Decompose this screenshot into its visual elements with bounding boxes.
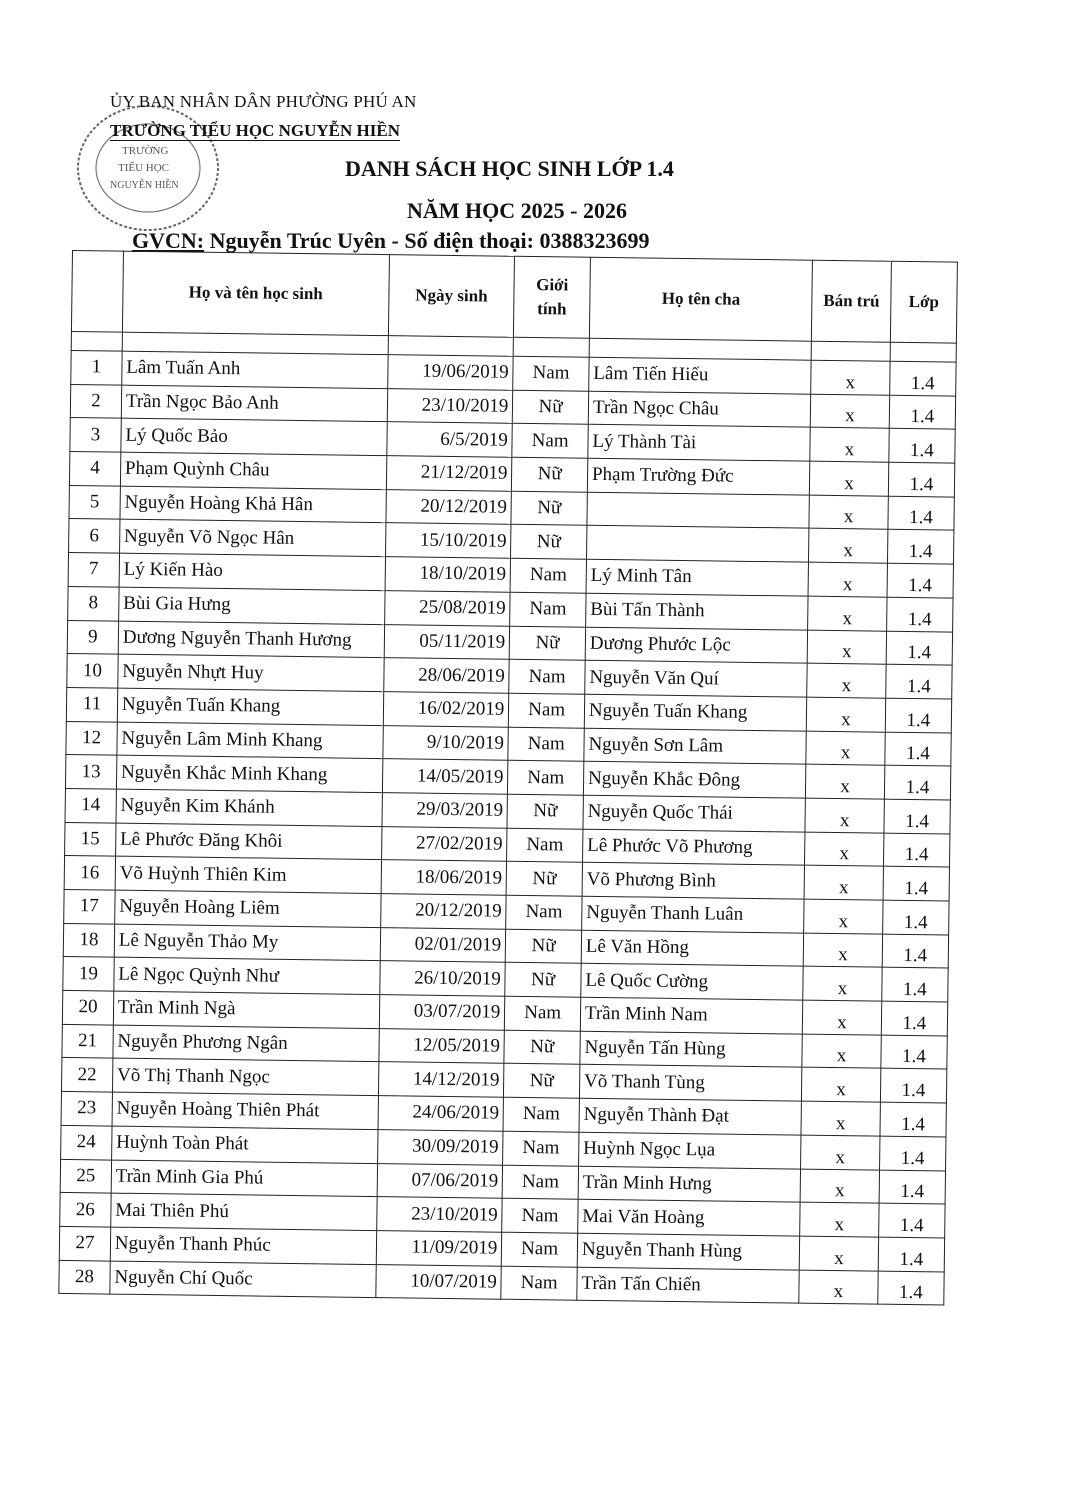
cell-boarding: x <box>806 764 885 799</box>
cell-boarding: x <box>811 394 890 429</box>
cell-class: 1.4 <box>890 361 957 396</box>
cell-dob: 24/06/2019 <box>378 1096 504 1131</box>
header-boarding: Bán trú <box>812 260 892 342</box>
cell-class: 1.4 <box>888 462 955 497</box>
cell-stt: 12 <box>66 721 117 755</box>
cell-student-name: Nguyễn Thanh Phúc <box>110 1227 376 1264</box>
cell-student-name: Lâm Tuấn Anh <box>122 351 388 388</box>
cell-student-name: Lê Phước Đăng Khôi <box>115 823 381 860</box>
cell-father-name: Lý Minh Tân <box>586 559 809 596</box>
cell-boarding: x <box>799 1270 878 1305</box>
cell-dob: 19/06/2019 <box>387 355 513 390</box>
cell-boarding: x <box>802 1034 881 1069</box>
cell-father-name: Huỳnh Ngọc Lụa <box>578 1132 801 1169</box>
cell-class: 1.4 <box>884 799 951 834</box>
cell-class: 1.4 <box>885 732 952 767</box>
cell-class: 1.4 <box>880 1102 947 1137</box>
cell-student-name: Nguyễn Hoàng Liêm <box>115 890 381 927</box>
cell-gender: Nam <box>508 727 584 762</box>
cell-dob: 11/09/2019 <box>376 1230 502 1265</box>
cell-boarding: x <box>804 865 883 900</box>
cell-student-name: Trần Ngọc Bảo Anh <box>121 385 387 422</box>
cell-gender: Nam <box>506 895 582 930</box>
cell-gender: Nữ <box>511 491 587 526</box>
header-name: Họ và tên học sinh <box>122 251 389 335</box>
cell-boarding: x <box>801 1101 880 1136</box>
cell-stt: 25 <box>60 1159 111 1193</box>
cell-class: 1.4 <box>878 1271 945 1306</box>
cell-student-name: Dương Nguyễn Thanh Hương <box>118 621 384 658</box>
cell-father-name: Nguyễn Sơn Lâm <box>584 728 807 765</box>
header-school-text: TRƯỜNG TIỂU HỌC NGUYỄN HIỀN <box>110 121 400 140</box>
cell-gender: Nữ <box>504 1030 580 1065</box>
cell-gender: Nam <box>508 761 584 796</box>
cell-class: 1.4 <box>878 1237 945 1272</box>
cell-class: 1.4 <box>887 530 954 565</box>
cell-class: 1.4 <box>889 429 956 464</box>
teacher-line <box>132 228 649 254</box>
document-year: NĂM HỌC 2025 - 2026 <box>407 198 627 223</box>
cell-student-name: Bùi Gia Hưng <box>119 587 385 624</box>
header-school <box>110 121 400 141</box>
cell-student-name: Mai Thiên Phú <box>111 1193 377 1230</box>
cell-dob: 07/06/2019 <box>377 1163 503 1198</box>
cell-class: 1.4 <box>881 1035 948 1070</box>
cell-student-name: Lý Kiến Hào <box>119 553 385 590</box>
cell-boarding: x <box>811 360 890 395</box>
cell-boarding: x <box>805 832 884 867</box>
cell-father-name: Nguyễn Tuấn Khang <box>584 694 807 731</box>
table-body <box>59 331 957 1305</box>
cell-father-name: Dương Phước Lộc <box>585 627 808 664</box>
cell-student-name: Nguyễn Hoàng Thiên Phát <box>112 1092 378 1129</box>
school-stamp-icon <box>70 96 230 236</box>
cell-dob: 6/5/2019 <box>387 422 513 457</box>
header-gender <box>514 256 591 338</box>
cell-student-name: Lê Nguyễn Thảo My <box>114 924 380 961</box>
cell-father-name: Võ Thanh Tùng <box>579 1065 802 1102</box>
cell-student-name: Lê Ngọc Quỳnh Như <box>114 957 380 994</box>
cell-stt: 15 <box>65 822 116 856</box>
cell-class: 1.4 <box>884 765 951 800</box>
student-table <box>58 250 958 1306</box>
cell-father-name <box>586 526 809 563</box>
teacher-text: Nguyễn Trúc Uyên - Số điện thoại: 0388323699 <box>209 228 650 253</box>
cell-boarding: x <box>803 1000 882 1035</box>
cell-father-name: Phạm Trường Đức <box>587 458 810 495</box>
header-stt <box>71 251 123 333</box>
cell-boarding: x <box>802 1068 881 1103</box>
cell-gender: Nam <box>510 558 586 593</box>
cell-boarding: x <box>810 461 889 496</box>
cell-gender: Nữ <box>512 457 588 492</box>
cell-class: 1.4 <box>878 1203 945 1238</box>
cell-boarding: x <box>806 731 885 766</box>
cell-gender: Nữ <box>506 862 582 897</box>
cell-student-name: Nguyễn Võ Ngọc Hân <box>119 520 385 557</box>
cell-father-name: Bùi Tấn Thành <box>586 593 809 630</box>
cell-gender: Nam <box>502 1232 578 1267</box>
cell-gender: Nữ <box>509 626 585 661</box>
cell-class: 1.4 <box>889 395 956 430</box>
cell-dob: 23/10/2019 <box>387 388 513 423</box>
cell-stt: 13 <box>65 755 116 789</box>
cell-dob: 21/12/2019 <box>386 456 512 491</box>
cell-father-name: Lý Thành Tài <box>588 425 811 462</box>
spacer-cell <box>71 331 122 351</box>
cell-father-name: Trần Tấn Chiến <box>577 1267 800 1304</box>
spacer-cell <box>811 341 890 361</box>
cell-boarding: x <box>809 529 888 564</box>
cell-gender: Nam <box>502 1165 578 1200</box>
cell-father-name: Lê Phước Võ Phương <box>582 829 805 866</box>
cell-student-name: Nguyễn Tuấn Khang <box>117 688 383 725</box>
cell-student-name: Nguyễn Kim Khánh <box>116 789 382 826</box>
cell-class: 1.4 <box>886 664 953 699</box>
spacer-cell <box>513 337 589 357</box>
cell-gender: Nam <box>505 996 581 1031</box>
cell-student-name: Phạm Quỳnh Châu <box>120 452 386 489</box>
cell-father-name: Nguyễn Tấn Hùng <box>580 1031 803 1068</box>
cell-class: 1.4 <box>886 631 953 666</box>
cell-gender: Nam <box>513 356 589 391</box>
cell-dob: 20/12/2019 <box>386 489 512 524</box>
cell-gender: Nam <box>503 1131 579 1166</box>
cell-boarding: x <box>805 798 884 833</box>
cell-student-name: Nguyễn Nhựt Huy <box>118 654 384 691</box>
cell-student-name: Lý Quốc Bảo <box>121 419 387 456</box>
cell-stt: 17 <box>64 889 115 923</box>
cell-gender: Nữ <box>511 525 587 560</box>
cell-stt: 21 <box>62 1024 113 1058</box>
cell-dob: 29/03/2019 <box>382 793 508 828</box>
stamp-line3: NGUYỄN HIỀN <box>110 180 179 191</box>
cell-stt: 8 <box>68 586 119 620</box>
header-gender-1: Giới <box>536 275 569 295</box>
cell-dob: 16/02/2019 <box>383 691 509 726</box>
cell-dob: 23/10/2019 <box>376 1197 502 1232</box>
cell-dob: 25/08/2019 <box>384 590 510 625</box>
cell-boarding: x <box>808 596 887 631</box>
cell-stt: 3 <box>70 418 121 452</box>
cell-gender: Nam <box>502 1198 578 1233</box>
cell-class: 1.4 <box>882 900 949 935</box>
cell-boarding: x <box>804 899 883 934</box>
cell-stt: 24 <box>61 1125 112 1159</box>
teacher-label: GVCN: <box>132 228 205 253</box>
cell-father-name: Nguyễn Khắc Đông <box>583 761 806 798</box>
cell-stt: 27 <box>59 1226 110 1260</box>
cell-boarding: x <box>808 562 887 597</box>
cell-father-name: Trần Ngọc Châu <box>588 391 811 428</box>
cell-dob: 15/10/2019 <box>385 523 511 558</box>
cell-dob: 26/10/2019 <box>380 961 506 996</box>
cell-gender: Nữ <box>507 794 583 829</box>
cell-gender: Nam <box>503 1097 579 1132</box>
cell-boarding: x <box>810 428 889 463</box>
table-header-row <box>71 251 957 344</box>
cell-gender: Nam <box>512 424 588 459</box>
cell-boarding: x <box>800 1202 879 1237</box>
cell-gender: Nam <box>509 659 585 694</box>
document-title: DANH SÁCH HỌC SINH LỚP 1.4 <box>345 156 674 181</box>
cell-dob: 14/05/2019 <box>382 759 508 794</box>
cell-dob: 18/10/2019 <box>385 557 511 592</box>
cell-class: 1.4 <box>879 1170 946 1205</box>
header-gender-2: tính <box>537 299 567 319</box>
cell-stt: 22 <box>61 1058 112 1092</box>
cell-dob: 27/02/2019 <box>381 826 507 861</box>
cell-stt: 23 <box>61 1092 112 1126</box>
cell-class: 1.4 <box>881 1001 948 1036</box>
spacer-cell <box>388 336 514 357</box>
cell-dob: 12/05/2019 <box>379 1028 505 1063</box>
cell-student-name: Trần Minh Gia Phú <box>111 1160 377 1197</box>
cell-stt: 11 <box>66 687 117 721</box>
cell-class: 1.4 <box>885 698 952 733</box>
cell-father-name: Lê Quốc Cường <box>581 964 804 1001</box>
cell-boarding: x <box>807 663 886 698</box>
cell-class: 1.4 <box>888 496 955 531</box>
header-dob: Ngày sinh <box>388 255 515 338</box>
cell-class: 1.4 <box>883 866 950 901</box>
cell-father-name: Võ Phương Bình <box>582 863 805 900</box>
cell-dob: 03/07/2019 <box>379 995 505 1030</box>
cell-student-name: Nguyễn Lâm Minh Khang <box>117 722 383 759</box>
cell-father-name: Nguyễn Thanh Luân <box>582 896 805 933</box>
cell-dob: 30/09/2019 <box>377 1129 503 1164</box>
cell-gender: Nam <box>501 1266 577 1301</box>
header-org: ỦY BAN NHÂN DÂN PHƯỜNG PHÚ AN <box>110 92 417 111</box>
cell-class: 1.4 <box>880 1069 947 1104</box>
cell-father-name: Nguyễn Thành Đạt <box>579 1098 802 1135</box>
cell-boarding: x <box>807 630 886 665</box>
header-father: Họ tên cha <box>589 257 812 341</box>
cell-dob: 14/12/2019 <box>378 1062 504 1097</box>
cell-student-name: Nguyễn Hoàng Khả Hân <box>120 486 386 523</box>
cell-stt: 2 <box>70 384 121 418</box>
cell-gender: Nam <box>509 693 585 728</box>
cell-boarding: x <box>807 697 886 732</box>
cell-class: 1.4 <box>883 833 950 868</box>
cell-boarding: x <box>803 933 882 968</box>
cell-student-name: Nguyễn Khắc Minh Khang <box>116 755 382 792</box>
cell-father-name: Trần Minh Nam <box>580 997 803 1034</box>
cell-gender: Nữ <box>504 1064 580 1099</box>
stamp-line1: TRƯỜNG <box>122 145 169 157</box>
cell-student-name: Huỳnh Toàn Phát <box>111 1126 377 1163</box>
cell-dob: 10/07/2019 <box>376 1264 502 1299</box>
cell-boarding: x <box>803 967 882 1002</box>
cell-stt: 16 <box>64 856 115 890</box>
cell-student-name: Nguyễn Chí Quốc <box>110 1261 376 1298</box>
cell-class: 1.4 <box>886 597 953 632</box>
spacer-cell <box>890 342 956 362</box>
cell-stt: 19 <box>63 957 114 991</box>
cell-class: 1.4 <box>879 1136 946 1171</box>
cell-dob: 20/12/2019 <box>380 894 506 929</box>
cell-dob: 05/11/2019 <box>384 624 510 659</box>
cell-boarding: x <box>801 1135 880 1170</box>
cell-student-name: Trần Minh Ngà <box>113 991 379 1028</box>
cell-stt: 14 <box>65 788 116 822</box>
cell-gender: Nam <box>510 592 586 627</box>
cell-stt: 5 <box>69 485 120 519</box>
cell-father-name: Nguyễn Văn Quí <box>585 660 808 697</box>
cell-dob: 02/01/2019 <box>380 927 506 962</box>
cell-father-name: Trần Minh Hưng <box>578 1166 801 1203</box>
cell-stt: 4 <box>69 452 120 486</box>
cell-stt: 7 <box>68 553 119 587</box>
cell-boarding: x <box>800 1169 879 1204</box>
cell-father-name <box>587 492 810 529</box>
cell-father-name: Mai Văn Hoàng <box>578 1199 801 1236</box>
cell-stt: 20 <box>62 991 113 1025</box>
cell-dob: 9/10/2019 <box>383 725 509 760</box>
cell-stt: 6 <box>69 519 120 553</box>
cell-student-name: Nguyễn Phương Ngân <box>113 1025 379 1062</box>
cell-boarding: x <box>809 495 888 530</box>
cell-stt: 26 <box>60 1193 111 1227</box>
header-class: Lớp <box>890 261 957 343</box>
cell-gender: Nam <box>507 828 583 863</box>
cell-stt: 1 <box>71 350 122 384</box>
cell-father-name: Lê Văn Hồng <box>581 930 804 967</box>
cell-stt: 28 <box>59 1260 110 1294</box>
cell-class: 1.4 <box>882 934 949 969</box>
stamp-line2: TIỂU HỌC <box>118 162 170 174</box>
cell-class: 1.4 <box>882 968 949 1003</box>
cell-student-name: Võ Thị Thanh Ngọc <box>112 1059 378 1096</box>
cell-gender: Nữ <box>513 390 589 425</box>
cell-stt: 18 <box>63 923 114 957</box>
cell-student-name: Võ Huỳnh Thiên Kim <box>115 856 381 893</box>
cell-stt: 9 <box>67 620 118 654</box>
cell-father-name: Nguyễn Thanh Hùng <box>577 1233 800 1270</box>
cell-father-name: Lâm Tiến Hiếu <box>589 357 812 394</box>
cell-boarding: x <box>799 1236 878 1271</box>
cell-father-name: Nguyễn Quốc Thái <box>583 795 806 832</box>
cell-gender: Nữ <box>506 929 582 964</box>
cell-dob: 18/06/2019 <box>381 860 507 895</box>
cell-dob: 28/06/2019 <box>383 658 509 693</box>
cell-gender: Nữ <box>505 963 581 998</box>
cell-stt: 10 <box>67 654 118 688</box>
cell-class: 1.4 <box>887 563 954 598</box>
